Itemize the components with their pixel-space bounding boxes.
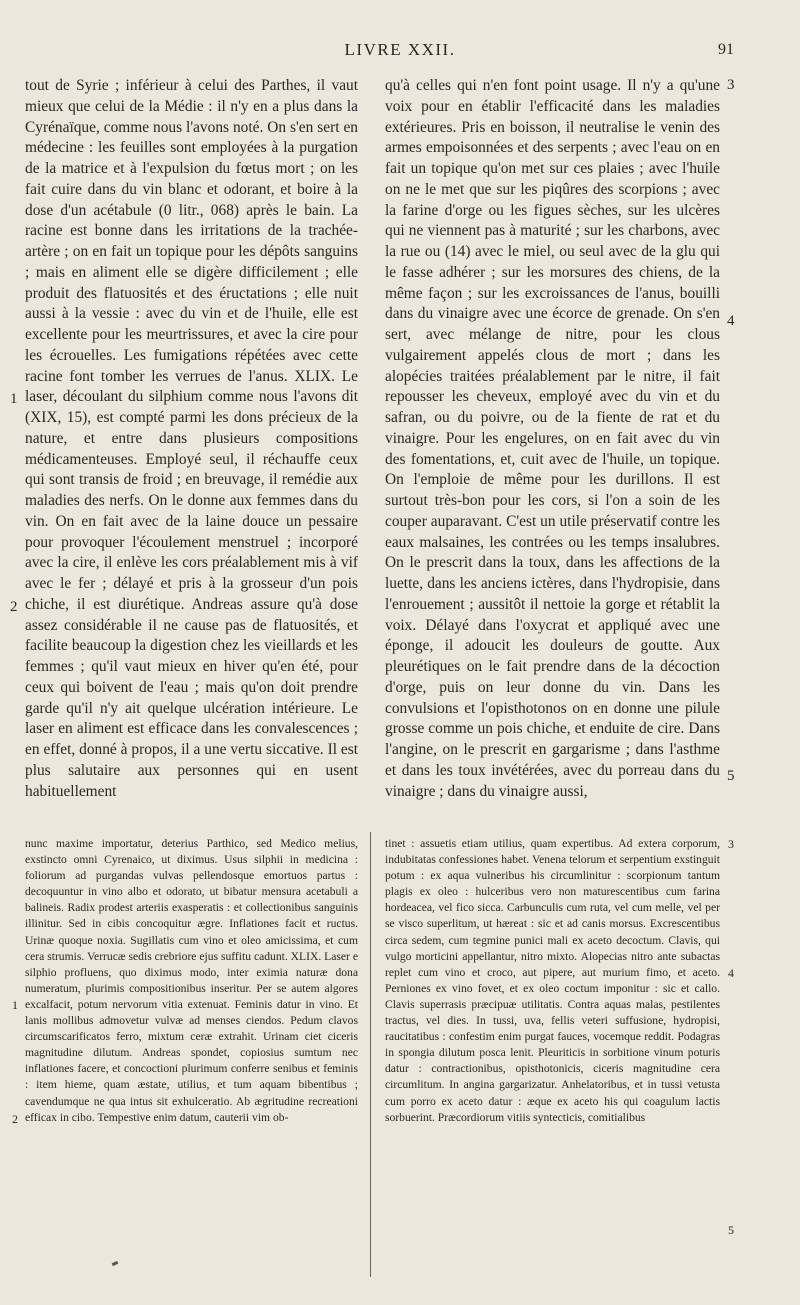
section-number: 2 <box>10 599 18 615</box>
page-number: 91 <box>718 41 734 58</box>
section-number: 2 <box>12 1112 18 1126</box>
latin-paragraph: tinet : assuetis etiam utilius, quam expertibus. Ad extera corporum, indubitatas confessiones habet. Venena telorum et serpentium exstinguit potum : ex aqua vulneribus his circumlinitur : scorpionum tantum plagis ex oleo : hulceribus vero non maturescentibus cum farina hordeacea, vel fico sicca. Carbunculis cum ruta, vel cum melle, vel per se visco superlitum, ut hæreat : sic et ad canis morsus. Excrescentibus circa sedem, cum tegmine punici mali ex aceto decoctum. Clavis, qui vulgo morticini appellantur, nitro mixto. Alopecias nitro ante subactas replet cum vino et croco, aut pipere, aut murium fimo, et aceto. Perniones ex vino fovet, et ex oleo coctum imponitur : sic et callo. Clavis superrasis præcipuæ utilitatis. Contra aquas malas, pestilentes tractus, vel dies. In tussi, uva, fellis veteri suffusione, hydropisi, raucitatibus : confestim enim purgat fauces, vocemque reddit. Podagras in spongia dilutum posca lenit. Pleuriticis in sorbitione vinum poturis datur : contractionibus, opisthotonicis, ciceris magnitudine cera circumlitum. In angina gargarizatur. Anhelatoribus, et in tussi vetusta cum porro ex aceto datur : æque ex aceto his qui coagulum lactis sorbuerint. Præcordiorum vitiis syntecticis, comitialibus <box>385 837 720 1124</box>
section-number: 4 <box>728 966 734 980</box>
latin-text-right-column <box>385 836 720 1276</box>
section-number: 1 <box>10 391 18 407</box>
section-number: 1 <box>12 998 18 1012</box>
section-number: 5 <box>727 768 735 784</box>
running-title: LIVRE XXII. <box>344 40 456 59</box>
section-number: 3 <box>728 837 734 851</box>
column-divider <box>370 832 371 1277</box>
french-paragraph: tout de Syrie ; inférieur à celui des Parthes, il vaut mieux que celui de la Médie : il n'y en a plus dans la Cyrénaïque, comme nous l'avons noté. On s'en sert en médecine : les feuilles sont employées à la purgation de la matrice et à l'expulsion du fœtus mort ; on les fait cuire dans du vin blanc et odorant, et boire à la dose d'un acétabule (0 litr., 068) après le bain. La racine est bonne dans les irritations de la trachée-artère ; on en fait un topique pour les dépôts sanguins ; mais en aliment elle se digère difficilement ; elle produit des flatuosités et des éructations ; elle nuit aussi à la vessie : avec du vin et de l'huile, elle est excellente pour les meurtrissures, et avec la cire pour les écrouelles. Les fumigations répétées avec cette racine font tomber les verrues de l'anus. XLIX. Le laser, découlant du silphium comme nous l'avons dit (XIX, 15), est compté parmi les dons précieux de la nature, et entre dans plusieurs compositions médicamenteuses. Employé seul, il réchauffe ceux qui sont transis de froid ; en breuvage, il remédie aux maladies des nerfs. On le donne aux femmes dans du vin. On en fait avec de la laine douce un pessaire pour provoquer l'écoulement menstruel ; incorporé avec la cire, il enlève les cors préalablement mis à vif avec le fer ; délayé et pris à la grosseur d'un pois chiche, il est diurétique. Andreas assure qu'à dose assez considérable il ne cause pas de flatuosités, et facilite beaucoup la digestion chez les vieillards et les femmes ; qu'il vaut mieux en hiver qu'en été, pour ceux qui boivent de l'eau ; mais qu'on doit prendre garde qu'il n'y ait quelque ulcération intérieure. Le laser en aliment est efficace dans les convalescences ; en effet, donné à propos, il a une vertu siccative. Il est plus salutaire aux personnes qui en usent habituellement <box>25 77 358 800</box>
french-paragraph: qu'à celles qui n'en font point usage. Il n'y a qu'une voix pour en établir l'efficacité dans les maladies extérieures. Pris en boisson, il neutralise le venin des armes empoisonnées et des serpents ; avec l'eau on en fait un topique qu'on met sur ces plaies ; avec l'huile on ne le met que sur les piqûres des scorpions ; avec la farine d'orge ou les figues sèches, sur les ulcères qui ne viennent pas à maturité ; sur les charbons, avec la rue ou (14) avec le miel, ou seul avec de la glu qui le fasse adhérer ; sur les morsures des chiens, de la même façon ; sur les excroissances de l'anus, bouilli dans du vinaigre avec une écorce de grenade. On s'en sert, avec mélange de nitre, pour les clous vulgairement appelés clous de mort ; dans les alopécies traitées préalablement par le nitre, il fait repousser les cheveux, employé avec du vin et du safran, ou du poivre, ou de la fiente de rat et du vinaigre. Pour les engelures, on en fait avec du vin des fomentations, et, cuit avec de l'huile, un topique. On l'emploie de même pour les durillons. Il est surtout très-bon pour les cors, si l'on a soin de les couper auparavant. C'est un utile préservatif contre les eaux malsaines, les contrées ou les temps insalubres. On le prescrit dans la toux, dans les affections de la luette, dans les anciens ictères, dans l'hydropisie, dans l'enrouement ; aussitôt il nettoie la gorge et rétablit la voix. Délayé dans l'oxycrat et appliqué avec une éponge, il adoucit les douleurs de goutte. Aux pleurétiques on le fait prendre dans de la décoction d'orge, puis on leur donne du vin. Dans les convulsions et l'opisthotonos on en donne une pilule grosse comme un pois chiche, et enduite de cire. Dans l'angine, on le prescrit en gargarisme ; dans l'asthme et dans les toux invétérées, avec du porreau dans du vinaigre ; dans du vinaigre aussi, <box>385 77 720 800</box>
page-header <box>0 38 800 62</box>
section-number: 3 <box>727 77 735 93</box>
latin-paragraph: nunc maxime importatur, deterius Parthico, sed Medico melius, exstincto omni Cyrenaico, ut diximus. Usus silphii in medicina : foliorum ad purgandas vulvas pellendosque emortuos partus : decoquuntur in vino albo et odorato, ut bibatur mensura acetabuli a balineis. Radix prodest arteriis exasperatis : et collectionibus sanguinis illinitur. Sed in cibis concoquitur ægre. Inflationes facit et ructus. Urinæ quoque noxia. Sugillatis cum vino et oleo amicissima, et cum cera strumis. Verrucæ sedis crebriore ejus suffitu cadunt. XLIX. Laser e silphio profluens, quo diximus modo, inter eximia naturæ dona numeratum, plurimis compositionibus inseritur. Per se autem algores excalfacit, potum nervorum vitia extenuat. Feminis datur in vino. Et lanis mollibus admovetur vulvæ ad menses ciendos. Pedum clavos circumscarificatos ferro, mixtum ceræ extrahit. Urinam ciet ciceris magnitudine dilutum. Andreas spondet, copiosius sumtum nec inflationes facere, et concoctioni plurimum conferre senibus et feminis : item hieme, quam æstate, utilius, et tum aquam bibentibus ; cavendumque ne qua intus sit exhulceratio. Ab ægritudine recreationi efficax in cibo. Tempestive enim datum, cauterii vim ob- <box>25 837 358 1124</box>
french-text-right-column <box>385 76 720 811</box>
section-number: 5 <box>728 1223 734 1237</box>
french-text-left-column <box>25 76 358 811</box>
latin-text-left-column <box>25 836 358 1276</box>
section-number: 4 <box>727 313 735 329</box>
